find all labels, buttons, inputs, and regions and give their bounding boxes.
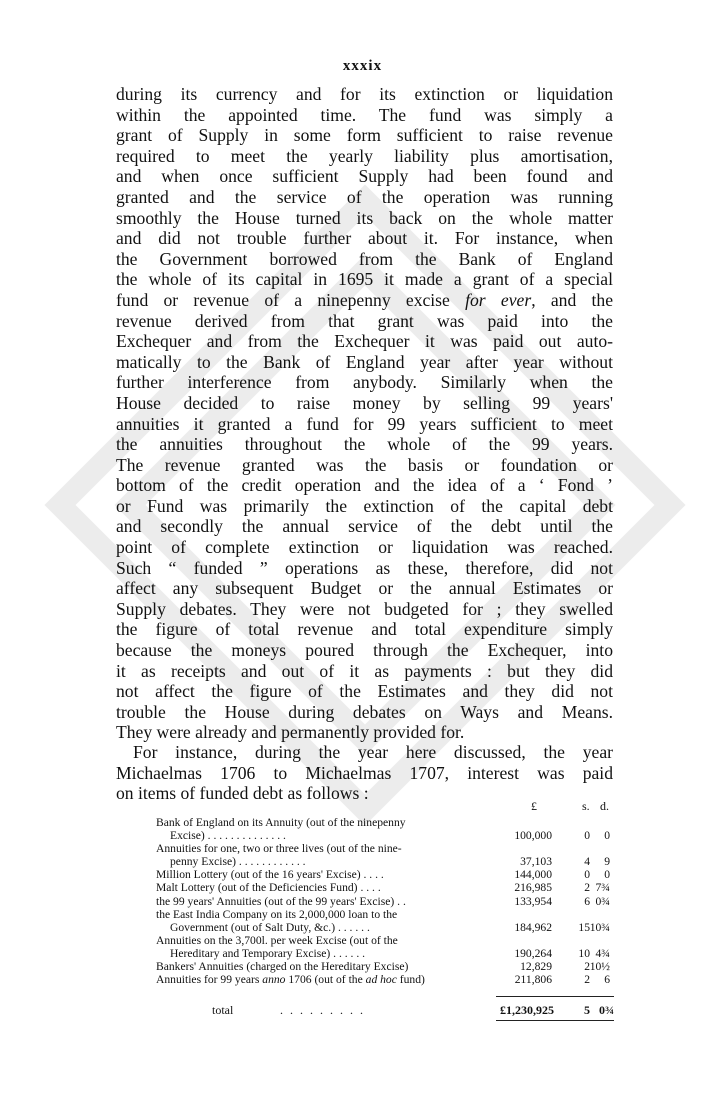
row-description: Excise) . . . . . . . . . . . . . .	[170, 829, 286, 843]
text-line: on items of funded debt as follows :	[116, 783, 369, 804]
pence-cell: 7¾	[595, 881, 610, 895]
text-line: For instance, during the year here discussed, the year	[133, 742, 613, 762]
text-segment: fund)	[396, 973, 425, 987]
total-underline	[496, 1020, 614, 1021]
shillings-cell: 0	[584, 829, 590, 843]
pounds-header: £	[531, 799, 537, 813]
text-segment: fund or revenue of a ninepenny excise	[116, 289, 466, 310]
pounds-cell: 211,806	[514, 973, 552, 987]
row-description: Annuities on the 3,700l. per week Excise (out of the	[156, 933, 398, 947]
text-line: annuities it granted a fund for 99 years sufficient to meet	[116, 413, 613, 434]
pounds-cell: 144,000	[514, 868, 552, 882]
leader-dots: . . . . . . . . .	[280, 1003, 365, 1017]
text-line: The revenue granted was the basis or foundation or	[116, 454, 613, 475]
table-row	[156, 960, 616, 973]
row-description: Million Lottery (out of the 16 years' Excise) . . . .	[156, 868, 384, 882]
text-line: Such “ funded ” operations as these, therefore, did not	[116, 557, 613, 578]
row-description: the East India Company on its 2,000,000 loan to the	[156, 907, 398, 921]
pounds-cell: 184,962	[514, 920, 552, 934]
page-number: xxxix	[342, 58, 383, 74]
shillings-header: s.	[582, 799, 590, 813]
italic-phrase: for ever	[465, 289, 532, 310]
paragraph-2	[116, 742, 613, 804]
row-description: Annuities for one, two or three lives (out of the nine-	[156, 842, 402, 856]
text-line: House decided to raise money by selling 99 years'	[116, 392, 613, 413]
table-row	[156, 973, 616, 986]
text-line: not affect the figure of the Estimates and they did not	[116, 681, 613, 702]
table-header	[156, 800, 616, 816]
text-line: further interference from anybody. Similarly when the	[116, 372, 613, 393]
text-line: bottom of the credit operation and the idea of a ‘ Fond ’	[116, 475, 613, 496]
text-segment: , and the	[531, 289, 613, 310]
text-line: or Fund was primarily the extinction of the capital debt	[116, 495, 613, 516]
text-line: revenue derived from that grant was paid into the	[116, 310, 613, 331]
row-description: Bankers' Annuities (charged on the Hereditary Excise)	[156, 960, 409, 974]
total-rule	[496, 996, 614, 997]
row-description: Hereditary and Temporary Excise) . . . . . .	[170, 946, 366, 960]
shillings-cell: 4	[584, 855, 590, 869]
pounds-cell: 100,000	[514, 829, 552, 843]
total-shillings: 5	[584, 1003, 590, 1017]
total-pence: 0¾	[599, 1003, 614, 1017]
text-line: Exchequer and from the Exchequer it was paid out auto-	[116, 331, 613, 352]
text-line: the Government borrowed from the Bank of England	[116, 248, 613, 269]
pounds-cell: 216,985	[514, 881, 552, 895]
text-line: point of complete extinction or liquidation was reached.	[116, 537, 613, 558]
text-line: Michaelmas 1706 to Michaelmas 1707, interest was paid	[116, 762, 613, 783]
pounds-cell: 190,264	[514, 946, 552, 960]
row-description: Malt Lottery (out of the Deficiencies Fund) . . . .	[156, 881, 381, 895]
pence-cell: 6	[604, 973, 610, 987]
table-row	[156, 868, 616, 881]
pence-header: d.	[600, 799, 609, 813]
text-line-with-italic	[116, 290, 613, 311]
table-row	[156, 895, 616, 908]
text-line: smoothly the House turned its back on the whole matter	[116, 207, 613, 228]
table-row	[156, 881, 616, 894]
table-row	[156, 934, 616, 960]
shillings-cell: 0	[584, 868, 590, 882]
text-line: during its currency and for its extinction or liquidation	[116, 84, 613, 104]
pence-cell: 0	[604, 868, 610, 882]
text-line: and did not trouble further about it. For instance, when	[116, 228, 613, 249]
pence-cell: 0¾	[595, 894, 610, 908]
shillings-cell: 2	[584, 881, 590, 895]
shillings-cell: 15	[578, 920, 590, 934]
shillings-cell: 2	[584, 960, 590, 974]
text-line: because the moneys poured through the Exchequer, into	[116, 640, 613, 661]
text-line: and when once sufficient Supply had been found and	[116, 166, 613, 187]
pence-cell: 4¾	[595, 946, 610, 960]
pence-cell: 10½	[589, 960, 610, 974]
table-row	[156, 908, 616, 934]
text-line: the whole of its capital in 1695 it made a grant of a special	[116, 269, 613, 290]
row-description: Government (out of Salt Duty, &c.) . . . . . .	[170, 920, 370, 934]
pounds-cell: 37,103	[520, 855, 552, 869]
text-segment: 1706 (out of the	[285, 973, 366, 987]
row-description: the 99 years' Annuities (out of the 99 years' Excise) . .	[156, 894, 406, 908]
shillings-cell: 6	[584, 894, 590, 908]
text-line: it as receipts and out of it as payments : but they did	[116, 660, 613, 681]
text-line: within the appointed time. The fund was simply a	[116, 104, 613, 125]
table-row	[156, 816, 616, 842]
text-line: the figure of total revenue and total expenditure simply	[116, 619, 613, 640]
total-label: total	[212, 1003, 234, 1017]
text-line: granted and the service of the operation was running	[116, 186, 613, 207]
row-description: penny Excise) . . . . . . . . . . . .	[170, 855, 306, 869]
italic-word: ad hoc	[365, 973, 397, 987]
pounds-cell: 133,954	[514, 894, 552, 908]
text-line: required to meet the yearly liability plus amortisation,	[116, 145, 613, 166]
row-description	[156, 973, 501, 986]
pence-cell: 10¾	[589, 920, 610, 934]
text-line: trouble the House during debates on Ways and Means.	[116, 701, 613, 722]
text-line: matically to the Bank of England year after year without	[116, 351, 613, 372]
text-line: affect any subsequent Budget or the annual Estimates or	[116, 578, 613, 599]
text-line: grant of Supply in some form sufficient to raise revenue	[116, 125, 613, 146]
italic-word: anno	[262, 973, 286, 987]
pence-cell: 9	[604, 855, 610, 869]
funded-debt-table	[156, 800, 616, 986]
text-line: the annuities throughout the whole of the 99 years.	[116, 434, 613, 455]
paragraph-1	[116, 84, 613, 743]
pounds-cell: 12,829	[520, 960, 552, 974]
text-line: Supply debates. They were not budgeted for ; they swelled	[116, 598, 613, 619]
text-line: and secondly the annual service of the debt until the	[116, 516, 613, 537]
table-row	[156, 842, 616, 868]
pence-cell: 0	[604, 829, 610, 843]
total-pounds: £1,230,925	[500, 1003, 554, 1017]
shillings-cell: 10	[578, 946, 590, 960]
text-segment: Annuities for 99 years	[156, 973, 263, 987]
shillings-cell: 2	[584, 973, 590, 987]
text-line: They were already and permanently provided for.	[116, 722, 465, 743]
row-description: Bank of England on its Annuity (out of the ninepenny	[156, 816, 406, 829]
